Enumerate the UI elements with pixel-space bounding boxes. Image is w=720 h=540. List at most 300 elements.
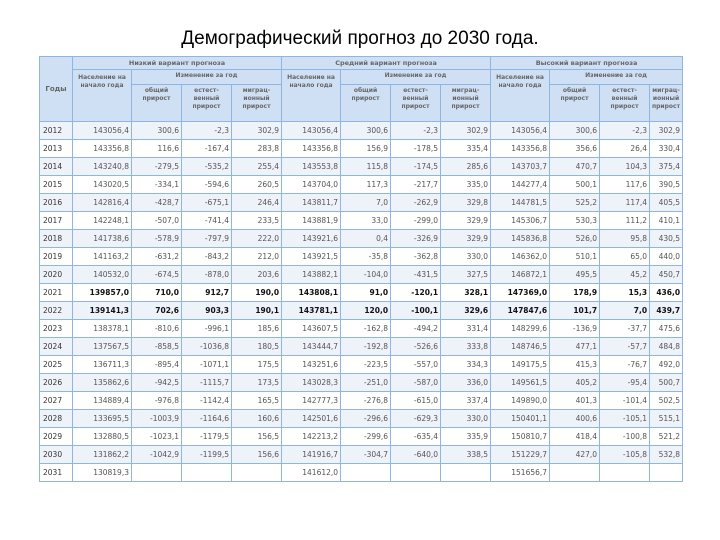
row-year: 2016: [40, 194, 73, 212]
table-cell: 356,6: [550, 140, 600, 158]
table-cell: 233,5: [232, 212, 282, 230]
table-cell: -878,0: [182, 266, 232, 284]
table-cell: -223,5: [341, 356, 391, 374]
table-cell: -76,7: [600, 356, 650, 374]
header-population-low: Население на начало года: [73, 70, 132, 122]
header-change-low: Изменение за год: [132, 70, 282, 85]
table-cell: 151229,7: [491, 446, 550, 464]
table-cell: 302,9: [650, 122, 683, 140]
table-cell: 375,4: [650, 158, 683, 176]
table-cell: -299,0: [391, 212, 441, 230]
table-cell: 143028,3: [282, 374, 341, 392]
header-natural-low: естест-венный прирост: [182, 85, 232, 122]
forecast-table-container: [39, 56, 682, 482]
table-row: [40, 338, 683, 356]
table-cell: -37,7: [600, 320, 650, 338]
table-cell: -57,7: [600, 338, 650, 356]
table-cell: 143356,8: [73, 140, 132, 158]
table-cell: 143607,5: [282, 320, 341, 338]
table-cell: 149561,5: [491, 374, 550, 392]
table-cell: 145836,8: [491, 230, 550, 248]
table-cell: 65,0: [600, 248, 650, 266]
table-cell: 144781,5: [491, 194, 550, 212]
table-cell: 329,8: [441, 194, 491, 212]
table-cell: 190,0: [232, 284, 282, 302]
table-cell: 95,8: [600, 230, 650, 248]
table-cell: 143056,4: [282, 122, 341, 140]
table-cell: 302,9: [232, 122, 282, 140]
table-cell: 521,2: [650, 428, 683, 446]
table-cell: 175,5: [232, 356, 282, 374]
slide-title: Демографический прогноз до 2030 года.: [181, 28, 539, 49]
table-cell: -996,1: [182, 320, 232, 338]
table-cell: -262,9: [391, 194, 441, 212]
table-cell: 143240,8: [73, 158, 132, 176]
table-cell: 141916,7: [282, 446, 341, 464]
table-cell: -1023,1: [132, 428, 182, 446]
table-cell: 246,4: [232, 194, 282, 212]
table-cell: 143703,7: [491, 158, 550, 176]
table-cell: -428,7: [132, 194, 182, 212]
table-cell: -35,8: [341, 248, 391, 266]
table-cell: 337,4: [441, 392, 491, 410]
row-year: 2022: [40, 302, 73, 320]
header-total-high: общий прирост: [550, 85, 600, 122]
table-cell: 330,4: [650, 140, 683, 158]
table-cell: [441, 464, 491, 482]
header-variant-high: Высокий вариант прогноза: [491, 57, 683, 70]
header-migration-medium: миграц-ионный прирост: [441, 85, 491, 122]
table-cell: 0,4: [341, 230, 391, 248]
table-cell: 327,5: [441, 266, 491, 284]
table-cell: [600, 464, 650, 482]
table-cell: 338,5: [441, 446, 491, 464]
row-year: 2012: [40, 122, 73, 140]
table-cell: 142777,3: [282, 392, 341, 410]
table-cell: -1003,9: [132, 410, 182, 428]
table-cell: -797,9: [182, 230, 232, 248]
table-cell: 427,0: [550, 446, 600, 464]
table-cell: -105,1: [600, 410, 650, 428]
table-cell: 300,6: [132, 122, 182, 140]
table-cell: 156,6: [232, 446, 282, 464]
table-cell: 500,1: [550, 176, 600, 194]
header-population-high: Население на начало года: [491, 70, 550, 122]
table-cell: 143356,8: [491, 140, 550, 158]
header-natural-medium: естест-венный прирост: [391, 85, 441, 122]
table-cell: -1164,6: [182, 410, 232, 428]
table-row: [40, 266, 683, 284]
table-cell: 260,5: [232, 176, 282, 194]
table-cell: 401,3: [550, 392, 600, 410]
table-cell: 526,0: [550, 230, 600, 248]
table-cell: -587,0: [391, 374, 441, 392]
row-year: 2031: [40, 464, 73, 482]
table-cell: -976,8: [132, 392, 182, 410]
table-cell: -167,4: [182, 140, 232, 158]
table-cell: 111,2: [600, 212, 650, 230]
table-cell: 336,0: [441, 374, 491, 392]
table-cell: 903,3: [182, 302, 232, 320]
table-cell: 143781,1: [282, 302, 341, 320]
table-cell: 143251,6: [282, 356, 341, 374]
table-cell: -810,6: [132, 320, 182, 338]
header-population-medium: Население на начало года: [282, 70, 341, 122]
table-cell: 331,4: [441, 320, 491, 338]
table-cell: 144277,4: [491, 176, 550, 194]
table-cell: 334,3: [441, 356, 491, 374]
table-cell: 116,6: [132, 140, 182, 158]
table-cell: [232, 464, 282, 482]
table-cell: 470,7: [550, 158, 600, 176]
table-cell: -578,9: [132, 230, 182, 248]
table-cell: 190,1: [232, 302, 282, 320]
table-cell: 283,8: [232, 140, 282, 158]
table-row: [40, 410, 683, 428]
table-cell: -162,8: [341, 320, 391, 338]
table-cell: -615,0: [391, 392, 441, 410]
table-cell: 329,9: [441, 212, 491, 230]
header-total-low: общий прирост: [132, 85, 182, 122]
table-cell: 143056,4: [491, 122, 550, 140]
table-cell: 222,0: [232, 230, 282, 248]
table-cell: 330,0: [441, 410, 491, 428]
table-cell: 130819,3: [73, 464, 132, 482]
table-cell: 148746,5: [491, 338, 550, 356]
table-cell: 138378,1: [73, 320, 132, 338]
table-cell: 173,5: [232, 374, 282, 392]
header-change-high: Изменение за год: [550, 70, 683, 85]
table-cell: [650, 464, 683, 482]
table-cell: 143020,5: [73, 176, 132, 194]
table-cell: 165,5: [232, 392, 282, 410]
table-cell: 410,1: [650, 212, 683, 230]
table-cell: 405,5: [650, 194, 683, 212]
table-cell: 185,6: [232, 320, 282, 338]
table-row: [40, 122, 683, 140]
forecast-table: [39, 56, 683, 482]
table-cell: -843,2: [182, 248, 232, 266]
table-cell: 150810,7: [491, 428, 550, 446]
table-cell: -1199,5: [182, 446, 232, 464]
table-cell: -507,0: [132, 212, 182, 230]
table-cell: 335,0: [441, 176, 491, 194]
table-cell: 145306,7: [491, 212, 550, 230]
table-cell: 285,6: [441, 158, 491, 176]
table-row: [40, 248, 683, 266]
table-cell: -100,8: [600, 428, 650, 446]
table-cell: 203,6: [232, 266, 282, 284]
table-cell: 137567,5: [73, 338, 132, 356]
table-row: [40, 302, 683, 320]
table-cell: -631,2: [132, 248, 182, 266]
table-cell: 436,0: [650, 284, 683, 302]
table-cell: 141612,0: [282, 464, 341, 482]
table-cell: 418,4: [550, 428, 600, 446]
table-cell: 450,7: [650, 266, 683, 284]
table-row: [40, 428, 683, 446]
table-cell: -858,5: [132, 338, 182, 356]
table-cell: -251,0: [341, 374, 391, 392]
table-cell: 151656,7: [491, 464, 550, 482]
table-cell: 117,3: [341, 176, 391, 194]
table-cell: [132, 464, 182, 482]
table-cell: 475,6: [650, 320, 683, 338]
table-cell: 143356,8: [282, 140, 341, 158]
table-cell: -640,0: [391, 446, 441, 464]
table-cell: -2,3: [600, 122, 650, 140]
table-cell: 912,7: [182, 284, 232, 302]
table-cell: 330,0: [441, 248, 491, 266]
table-cell: 255,4: [232, 158, 282, 176]
table-cell: -217,7: [391, 176, 441, 194]
table-cell: 143881,9: [282, 212, 341, 230]
table-cell: 477,1: [550, 338, 600, 356]
row-year: 2028: [40, 410, 73, 428]
table-cell: -1115,7: [182, 374, 232, 392]
table-cell: -304,7: [341, 446, 391, 464]
table-cell: -557,0: [391, 356, 441, 374]
table-cell: 390,5: [650, 176, 683, 194]
table-row: [40, 446, 683, 464]
row-year: 2026: [40, 374, 73, 392]
table-cell: 136711,3: [73, 356, 132, 374]
header-variant-low: Низкий вариант прогноза: [73, 57, 282, 70]
table-cell: 146362,0: [491, 248, 550, 266]
table-cell: 26,4: [600, 140, 650, 158]
table-cell: 132880,5: [73, 428, 132, 446]
table-cell: -192,8: [341, 338, 391, 356]
table-row: [40, 356, 683, 374]
table-cell: 440,0: [650, 248, 683, 266]
table-cell: -431,5: [391, 266, 441, 284]
table-cell: 300,6: [341, 122, 391, 140]
table-cell: 430,5: [650, 230, 683, 248]
table-cell: 101,7: [550, 302, 600, 320]
table-cell: 7,0: [600, 302, 650, 320]
header-variant-medium: Средний вариант прогноза: [282, 57, 491, 70]
table-row: [40, 374, 683, 392]
table-cell: -101,4: [600, 392, 650, 410]
table-cell: 147847,6: [491, 302, 550, 320]
table-row: [40, 140, 683, 158]
row-year: 2025: [40, 356, 73, 374]
row-year: 2013: [40, 140, 73, 158]
table-cell: 500,7: [650, 374, 683, 392]
table-cell: -674,5: [132, 266, 182, 284]
table-cell: 710,0: [132, 284, 182, 302]
row-year: 2020: [40, 266, 73, 284]
row-year: 2024: [40, 338, 73, 356]
table-cell: 33,0: [341, 212, 391, 230]
table-cell: 117,6: [600, 176, 650, 194]
table-cell: -942,5: [132, 374, 182, 392]
header-year: Годы: [40, 57, 73, 122]
table-cell: -675,1: [182, 194, 232, 212]
table-cell: 492,0: [650, 356, 683, 374]
row-year: 2018: [40, 230, 73, 248]
table-cell: -494,2: [391, 320, 441, 338]
table-cell: -95,4: [600, 374, 650, 392]
table-cell: 117,4: [600, 194, 650, 212]
table-row: [40, 194, 683, 212]
table-cell: 143811,7: [282, 194, 341, 212]
table-cell: 405,2: [550, 374, 600, 392]
table-cell: 156,5: [232, 428, 282, 446]
table-cell: 333,8: [441, 338, 491, 356]
table-cell: 335,9: [441, 428, 491, 446]
table-cell: 532,8: [650, 446, 683, 464]
table-cell: -741,4: [182, 212, 232, 230]
table-cell: 143808,1: [282, 284, 341, 302]
table-cell: 439,7: [650, 302, 683, 320]
table-cell: 510,1: [550, 248, 600, 266]
row-year: 2027: [40, 392, 73, 410]
table-cell: 525,2: [550, 194, 600, 212]
table-cell: -100,1: [391, 302, 441, 320]
table-cell: 415,3: [550, 356, 600, 374]
table-cell: 148299,6: [491, 320, 550, 338]
table-cell: -174,5: [391, 158, 441, 176]
table-cell: 143553,8: [282, 158, 341, 176]
row-year: 2019: [40, 248, 73, 266]
table-row: [40, 176, 683, 194]
table-cell: 160,6: [232, 410, 282, 428]
table-cell: 135862,6: [73, 374, 132, 392]
table-cell: 156,9: [341, 140, 391, 158]
table-cell: -594,6: [182, 176, 232, 194]
table-row: [40, 392, 683, 410]
table-cell: -895,4: [132, 356, 182, 374]
table-cell: -362,8: [391, 248, 441, 266]
table-row: [40, 212, 683, 230]
table-cell: 143921,5: [282, 248, 341, 266]
table-cell: 329,6: [441, 302, 491, 320]
table-cell: 142248,1: [73, 212, 132, 230]
table-cell: 329,9: [441, 230, 491, 248]
table-row: [40, 320, 683, 338]
table-cell: 335,4: [441, 140, 491, 158]
table-cell: 104,3: [600, 158, 650, 176]
table-cell: 131862,2: [73, 446, 132, 464]
row-year: 2015: [40, 176, 73, 194]
table-cell: -629,3: [391, 410, 441, 428]
table-row: [40, 158, 683, 176]
table-cell: 142501,6: [282, 410, 341, 428]
row-year: 2030: [40, 446, 73, 464]
table-cell: -299,6: [341, 428, 391, 446]
table-cell: 15,3: [600, 284, 650, 302]
table-cell: 302,9: [441, 122, 491, 140]
table-cell: 178,9: [550, 284, 600, 302]
table-cell: [182, 464, 232, 482]
table-cell: -1179,5: [182, 428, 232, 446]
table-cell: -136,9: [550, 320, 600, 338]
table-cell: -105,8: [600, 446, 650, 464]
table-cell: 115,8: [341, 158, 391, 176]
row-year: 2021: [40, 284, 73, 302]
table-cell: 212,0: [232, 248, 282, 266]
table-row: [40, 284, 683, 302]
table-cell: 147369,0: [491, 284, 550, 302]
table-cell: [391, 464, 441, 482]
table-cell: -326,9: [391, 230, 441, 248]
row-year: 2017: [40, 212, 73, 230]
table-cell: 143444,7: [282, 338, 341, 356]
table-cell: 120,0: [341, 302, 391, 320]
table-cell: 300,6: [550, 122, 600, 140]
table-cell: 515,1: [650, 410, 683, 428]
table-cell: -1071,1: [182, 356, 232, 374]
table-cell: 134889,4: [73, 392, 132, 410]
header-migration-high: миграц-ионный прирост: [650, 85, 683, 122]
header-natural-high: естест-венный прирост: [600, 85, 650, 122]
table-cell: -535,2: [182, 158, 232, 176]
table-cell: 328,1: [441, 284, 491, 302]
table-cell: 149890,0: [491, 392, 550, 410]
table-cell: 400,6: [550, 410, 600, 428]
table-cell: 141163,2: [73, 248, 132, 266]
table-cell: 143704,0: [282, 176, 341, 194]
header-total-medium: общий прирост: [341, 85, 391, 122]
table-cell: 149175,5: [491, 356, 550, 374]
table-cell: 143921,6: [282, 230, 341, 248]
table-cell: 45,2: [600, 266, 650, 284]
table-cell: -1142,4: [182, 392, 232, 410]
table-cell: 150401,1: [491, 410, 550, 428]
table-row: [40, 230, 683, 248]
table-cell: 702,6: [132, 302, 182, 320]
table-cell: -296,6: [341, 410, 391, 428]
table-cell: 143056,4: [73, 122, 132, 140]
table-cell: -2,3: [391, 122, 441, 140]
table-cell: 91,0: [341, 284, 391, 302]
table-cell: 484,8: [650, 338, 683, 356]
table-cell: -1036,8: [182, 338, 232, 356]
table-row: [40, 464, 683, 482]
table-cell: 142213,2: [282, 428, 341, 446]
table-cell: -104,0: [341, 266, 391, 284]
table-cell: -334,1: [132, 176, 182, 194]
table-cell: 495,5: [550, 266, 600, 284]
table-cell: 143882,1: [282, 266, 341, 284]
table-cell: -635,4: [391, 428, 441, 446]
row-year: 2023: [40, 320, 73, 338]
table-cell: 133695,5: [73, 410, 132, 428]
table-cell: 7,0: [341, 194, 391, 212]
table-cell: -120,1: [391, 284, 441, 302]
table-cell: 140532,0: [73, 266, 132, 284]
table-cell: -1042,9: [132, 446, 182, 464]
table-cell: -526,6: [391, 338, 441, 356]
table-cell: [550, 464, 600, 482]
table-cell: -276,8: [341, 392, 391, 410]
row-year: 2029: [40, 428, 73, 446]
table-cell: 142816,4: [73, 194, 132, 212]
row-year: 2014: [40, 158, 73, 176]
table-cell: 530,3: [550, 212, 600, 230]
table-cell: 139141,3: [73, 302, 132, 320]
table-cell: 502,5: [650, 392, 683, 410]
table-cell: 146872,1: [491, 266, 550, 284]
header-change-medium: Изменение за год: [341, 70, 491, 85]
table-cell: -279,5: [132, 158, 182, 176]
table-cell: 139857,0: [73, 284, 132, 302]
table-cell: -178,5: [391, 140, 441, 158]
table-cell: 141738,6: [73, 230, 132, 248]
header-migration-low: миграц-ионный прирост: [232, 85, 282, 122]
table-cell: [341, 464, 391, 482]
